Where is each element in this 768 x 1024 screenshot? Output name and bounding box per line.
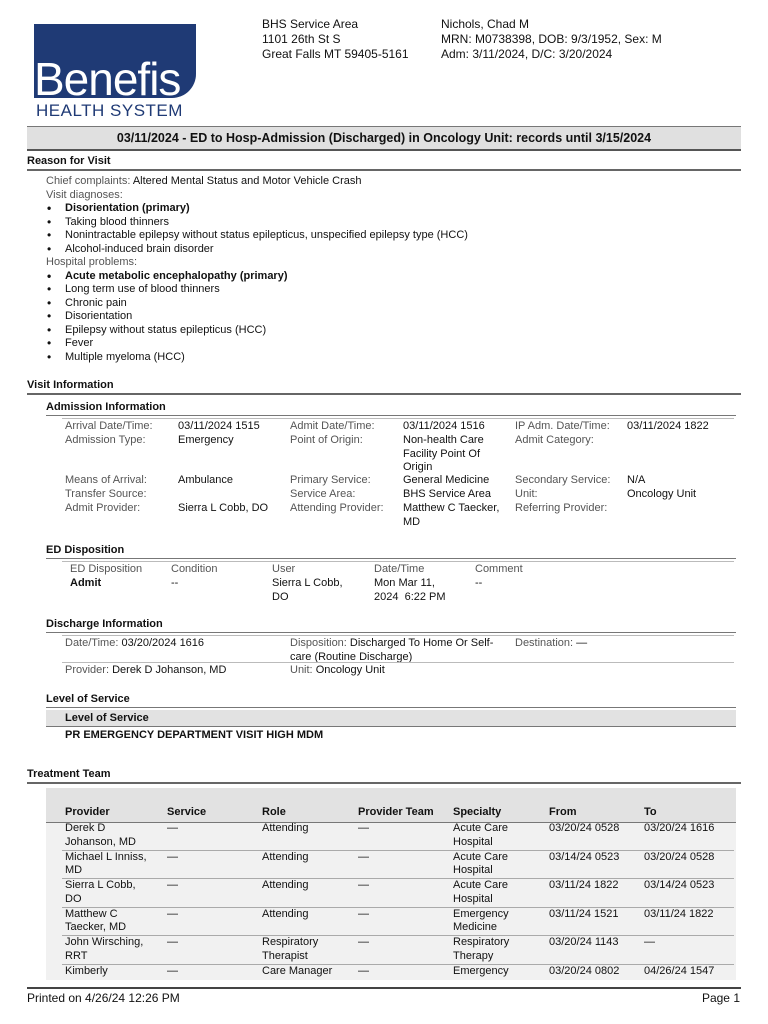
team-cell-to: 04/26/24 1547 bbox=[644, 965, 715, 977]
text-line: Therapist bbox=[262, 949, 308, 962]
team-cell-from: 03/11/24 1521 bbox=[549, 907, 619, 920]
discharge-provider-label: Provider: bbox=[65, 664, 110, 676]
primary-service-value: General Medicine bbox=[403, 474, 490, 486]
facility-line: 1101 26th St S bbox=[262, 32, 341, 46]
list-item: • Fever bbox=[46, 337, 736, 351]
reason-content bbox=[46, 175, 736, 364]
facility-address bbox=[262, 17, 409, 62]
discharge-disposition bbox=[290, 637, 510, 664]
text-line: Acute Care bbox=[453, 850, 509, 863]
team-cell-from: 03/14/24 0523 bbox=[549, 850, 620, 863]
hospital-problems-label: Hospital problems: bbox=[46, 256, 138, 268]
subsection-divider bbox=[46, 415, 736, 416]
team-header-provider-team: Provider Team bbox=[358, 806, 434, 818]
service-area-value: BHS Service Area bbox=[403, 488, 492, 500]
discharge-destination-value: — bbox=[576, 637, 588, 649]
text-line: Johanson, MD bbox=[65, 835, 136, 848]
table-row-divider bbox=[62, 964, 734, 965]
discharge-unit-label: Unit: bbox=[290, 664, 313, 676]
team-cell-team: — bbox=[358, 822, 369, 834]
text-line: Origin bbox=[403, 461, 433, 473]
text-line: Mon Mar 11, bbox=[374, 577, 435, 589]
visit-section-title: Visit Information bbox=[27, 379, 114, 391]
team-cell-specialty bbox=[453, 936, 509, 963]
team-cell-to: 03/20/24 1616 bbox=[644, 822, 715, 834]
ed-header-comment: Comment bbox=[475, 563, 523, 575]
text-line: care (Routine Discharge) bbox=[290, 650, 413, 663]
team-header-service: Service bbox=[167, 806, 207, 818]
patient-admission-dates: Adm: 3/11/2024, D/C: 3/20/2024 bbox=[441, 47, 613, 61]
team-header-role: Role bbox=[262, 806, 286, 818]
list-item: • Taking blood thinners bbox=[46, 216, 736, 230]
attending-provider-label: Attending Provider: bbox=[290, 502, 384, 514]
team-cell-service: — bbox=[167, 936, 178, 949]
diagnosis-list bbox=[46, 202, 736, 256]
facility-line: BHS Service Area bbox=[262, 17, 359, 31]
subsection-divider bbox=[46, 707, 736, 708]
team-cell-specialty bbox=[453, 879, 508, 906]
point-of-origin-label: Point of Origin: bbox=[290, 434, 363, 446]
ed-user-value bbox=[272, 577, 343, 604]
team-cell-role bbox=[262, 822, 308, 836]
section-divider bbox=[27, 782, 741, 784]
arrival-value: 03/11/2024 1515 bbox=[178, 420, 260, 432]
arrival-label: Arrival Date/Time: bbox=[65, 420, 153, 432]
list-item: • Alcohol-induced brain disorder bbox=[46, 243, 736, 257]
team-cell-to: 03/20/24 0528 bbox=[644, 850, 715, 863]
admission-type-value: Emergency bbox=[178, 434, 234, 446]
treatment-team-title: Treatment Team bbox=[27, 768, 111, 780]
point-of-origin-value bbox=[403, 434, 484, 475]
thin-divider bbox=[62, 418, 734, 419]
admit-provider-label: Admit Provider: bbox=[65, 502, 141, 514]
ip-admit-value: 03/11/2024 1822 bbox=[627, 420, 709, 432]
admission-type-label: Admission Type: bbox=[65, 434, 146, 446]
discharge-disposition-value: Discharged To Home Or Self- bbox=[349, 637, 494, 649]
level-of-service-value: PR EMERGENCY DEPARTMENT VISIT HIGH MDM bbox=[65, 729, 324, 741]
team-cell-service: — bbox=[167, 879, 178, 892]
text-line: Medicine bbox=[453, 921, 498, 934]
team-cell-role bbox=[262, 851, 308, 865]
table-row-divider bbox=[62, 878, 734, 879]
discharge-unit-value: Oncology Unit bbox=[315, 664, 385, 676]
ed-datetime-value bbox=[374, 577, 446, 604]
text-line: 2024 6:22 PM bbox=[374, 590, 446, 603]
admit-category-label: Admit Category: bbox=[515, 434, 594, 446]
text-line: Michael L Inniss, bbox=[65, 850, 147, 863]
team-cell-provider bbox=[65, 908, 126, 935]
team-cell-team: — bbox=[358, 965, 369, 977]
discharge-provider bbox=[65, 664, 226, 678]
visit-diagnoses-label: Visit diagnoses: bbox=[46, 188, 123, 201]
text-line: Hospital bbox=[453, 892, 493, 905]
team-cell-provider bbox=[65, 851, 147, 878]
team-cell-role bbox=[262, 879, 308, 893]
patient-mrn: MRN: M0738398, DOB: 9/3/1952, Sex: M bbox=[441, 32, 662, 46]
text-line: John Wirsching, bbox=[65, 936, 144, 949]
chief-complaint-label: Chief complaints: bbox=[46, 175, 131, 187]
team-cell-team: — bbox=[358, 907, 369, 920]
text-line: Attending bbox=[262, 879, 309, 892]
table-row-divider bbox=[62, 907, 734, 908]
team-cell-from: 03/20/24 0802 bbox=[549, 965, 620, 977]
level-of-service-header-bar bbox=[46, 710, 736, 727]
team-cell-specialty bbox=[453, 908, 509, 935]
unit-label: Unit: bbox=[515, 488, 538, 500]
team-cell-from: 03/20/24 0528 bbox=[549, 822, 620, 834]
secondary-service-value: N/A bbox=[627, 474, 646, 486]
team-header-specialty: Specialty bbox=[453, 806, 502, 818]
text-line: Non-health Care bbox=[403, 434, 484, 446]
logo-wordmark: Benefis bbox=[34, 53, 181, 105]
text-line: Respiratory bbox=[453, 936, 510, 949]
list-item: • Multiple myeloma (HCC) bbox=[46, 351, 736, 365]
text-line: Derek D bbox=[65, 822, 106, 834]
text-line: Attending bbox=[262, 822, 309, 834]
team-cell-service: — bbox=[167, 907, 178, 920]
ed-header-condition: Condition bbox=[171, 563, 218, 575]
chief-complaint-value: Altered Mental Status and Motor Vehicle Crash bbox=[132, 175, 362, 187]
team-cell-role bbox=[262, 965, 332, 979]
primary-service-label: Primary Service: bbox=[290, 474, 371, 486]
text-line: Taecker, MD bbox=[65, 921, 127, 934]
team-header-from: From bbox=[549, 806, 577, 818]
discharge-datetime-label: Date/Time: bbox=[65, 637, 119, 649]
admit-datetime-label: Admit Date/Time: bbox=[290, 420, 375, 432]
team-cell-provider bbox=[65, 879, 136, 906]
thin-divider bbox=[62, 635, 734, 636]
text-line: Sierra L Cobb, bbox=[65, 879, 136, 892]
ip-admit-label: IP Adm. Date/Time: bbox=[515, 420, 610, 432]
text-line: RRT bbox=[65, 949, 88, 962]
text-line: Care Manager bbox=[262, 965, 333, 977]
problem-list bbox=[46, 270, 736, 365]
level-of-service-title: Level of Service bbox=[46, 693, 130, 705]
discharge-unit bbox=[290, 664, 385, 678]
team-cell-specialty bbox=[453, 822, 508, 849]
list-item: • Disorientation bbox=[46, 310, 736, 324]
text-line: DO bbox=[65, 892, 82, 905]
text-line: Matthew C bbox=[65, 907, 118, 920]
discharge-info-title: Discharge Information bbox=[46, 618, 163, 630]
text-line: Acute Care bbox=[453, 879, 509, 892]
team-cell-to: 03/11/24 1822 bbox=[644, 907, 714, 920]
facility-line: Great Falls MT 59405-5161 bbox=[262, 47, 409, 61]
team-cell-team: — bbox=[358, 850, 369, 863]
ed-disposition-title: ED Disposition bbox=[46, 544, 125, 556]
discharge-datetime bbox=[65, 637, 204, 651]
table-row-divider bbox=[62, 850, 734, 851]
list-item: • Epilepsy without status epilepticus (HCC) bbox=[46, 324, 736, 338]
team-cell-from: 03/11/24 1822 bbox=[549, 879, 619, 892]
admit-datetime-value: 03/11/2024 1516 bbox=[403, 420, 485, 432]
ed-header-disposition: ED Disposition bbox=[70, 563, 143, 575]
patient-info bbox=[441, 17, 662, 62]
logo-subtitle: HEALTH SYSTEM bbox=[36, 101, 183, 120]
level-of-service-header: Level of Service bbox=[65, 712, 149, 724]
referring-provider-label: Referring Provider: bbox=[515, 502, 608, 514]
text-line: DO bbox=[272, 590, 289, 603]
patient-name: Nichols, Chad M bbox=[441, 17, 530, 31]
text-line: MD bbox=[65, 864, 83, 877]
team-header-provider: Provider bbox=[65, 806, 110, 818]
thin-divider bbox=[62, 561, 734, 562]
text-line: Attending bbox=[262, 907, 309, 920]
list-item: • Long term use of blood thinners bbox=[46, 283, 736, 297]
attending-provider-value bbox=[403, 502, 499, 529]
team-cell-team: — bbox=[358, 879, 369, 892]
discharge-destination bbox=[515, 637, 587, 651]
text-line: Therapy bbox=[453, 949, 494, 962]
team-cell-to: — bbox=[644, 936, 655, 949]
table-row-divider bbox=[62, 935, 734, 936]
discharge-provider-value: Derek D Johanson, MD bbox=[112, 664, 227, 676]
team-cell-to: 03/14/24 0523 bbox=[644, 879, 715, 892]
text-line: Hospital bbox=[453, 864, 493, 877]
list-item: • Acute metabolic encephalopathy (primary) bbox=[46, 270, 736, 284]
page-number: Page 1 bbox=[701, 991, 740, 1005]
ed-header-user: User bbox=[272, 563, 296, 575]
reason-section-title: Reason for Visit bbox=[27, 155, 111, 167]
footer-divider bbox=[27, 987, 741, 989]
text-line: Respiratory bbox=[262, 936, 319, 949]
text-line: Acute Care bbox=[453, 822, 509, 834]
team-cell-service: — bbox=[167, 850, 178, 863]
text-line: Facility Point Of bbox=[403, 447, 481, 460]
encounter-banner: 03/11/2024 - ED to Hosp-Admission (Discharged) in Oncology Unit: records until 3/15/2024 bbox=[27, 126, 741, 151]
text-line: Attending bbox=[262, 850, 309, 863]
list-item: • Disorientation (primary) bbox=[46, 202, 736, 216]
discharge-disposition-label: Disposition: bbox=[290, 637, 347, 649]
ed-header-datetime: Date/Time bbox=[374, 563, 425, 575]
text-line: Emergency bbox=[453, 965, 509, 977]
team-cell-provider bbox=[65, 936, 143, 963]
team-cell-provider bbox=[65, 965, 108, 979]
team-header-to: To bbox=[644, 806, 657, 818]
unit-value: Oncology Unit bbox=[627, 488, 697, 500]
thin-divider bbox=[62, 662, 734, 663]
team-cell-provider bbox=[65, 822, 136, 849]
admit-provider-value: Sierra L Cobb, DO bbox=[178, 502, 269, 514]
team-cell-team: — bbox=[358, 936, 369, 949]
text-line: Emergency bbox=[453, 907, 509, 920]
ed-condition-value: -- bbox=[171, 577, 179, 589]
section-divider bbox=[27, 393, 741, 395]
text-line: Sierra L Cobb, bbox=[272, 577, 343, 589]
team-cell-role bbox=[262, 908, 308, 922]
team-cell-role bbox=[262, 936, 318, 963]
discharge-destination-label: Destination: bbox=[515, 637, 574, 649]
ed-disposition-value: Admit bbox=[70, 577, 102, 589]
means-of-arrival-value: Ambulance bbox=[178, 474, 234, 486]
team-cell-specialty bbox=[453, 851, 508, 878]
text-line: Kimberly bbox=[65, 965, 108, 977]
team-cell-specialty bbox=[453, 965, 509, 979]
service-area-label: Service Area: bbox=[290, 488, 356, 500]
subsection-divider bbox=[46, 558, 736, 559]
secondary-service-label: Secondary Service: bbox=[515, 474, 611, 486]
list-item: • Nonintractable epilepsy without status epilepticus, unspecified epilepsy type (HCC) bbox=[46, 229, 736, 243]
team-cell-service: — bbox=[167, 965, 178, 977]
means-of-arrival-label: Means of Arrival: bbox=[65, 474, 147, 486]
printed-timestamp: Printed on 4/26/24 12:26 PM bbox=[27, 991, 180, 1005]
text-line: MD bbox=[403, 515, 421, 528]
ed-comment-value: -- bbox=[475, 577, 483, 589]
team-cell-from: 03/20/24 1143 bbox=[549, 936, 619, 949]
admission-info-title: Admission Information bbox=[46, 401, 166, 413]
transfer-source-label: Transfer Source: bbox=[65, 488, 147, 500]
text-line: Matthew C Taecker, bbox=[403, 502, 500, 514]
section-divider bbox=[27, 169, 741, 171]
team-cell-service: — bbox=[167, 822, 178, 834]
discharge-datetime-value: 03/20/2024 1616 bbox=[121, 637, 205, 649]
text-line: Hospital bbox=[453, 835, 493, 848]
list-item: • Chronic pain bbox=[46, 297, 736, 311]
subsection-divider bbox=[46, 632, 736, 633]
